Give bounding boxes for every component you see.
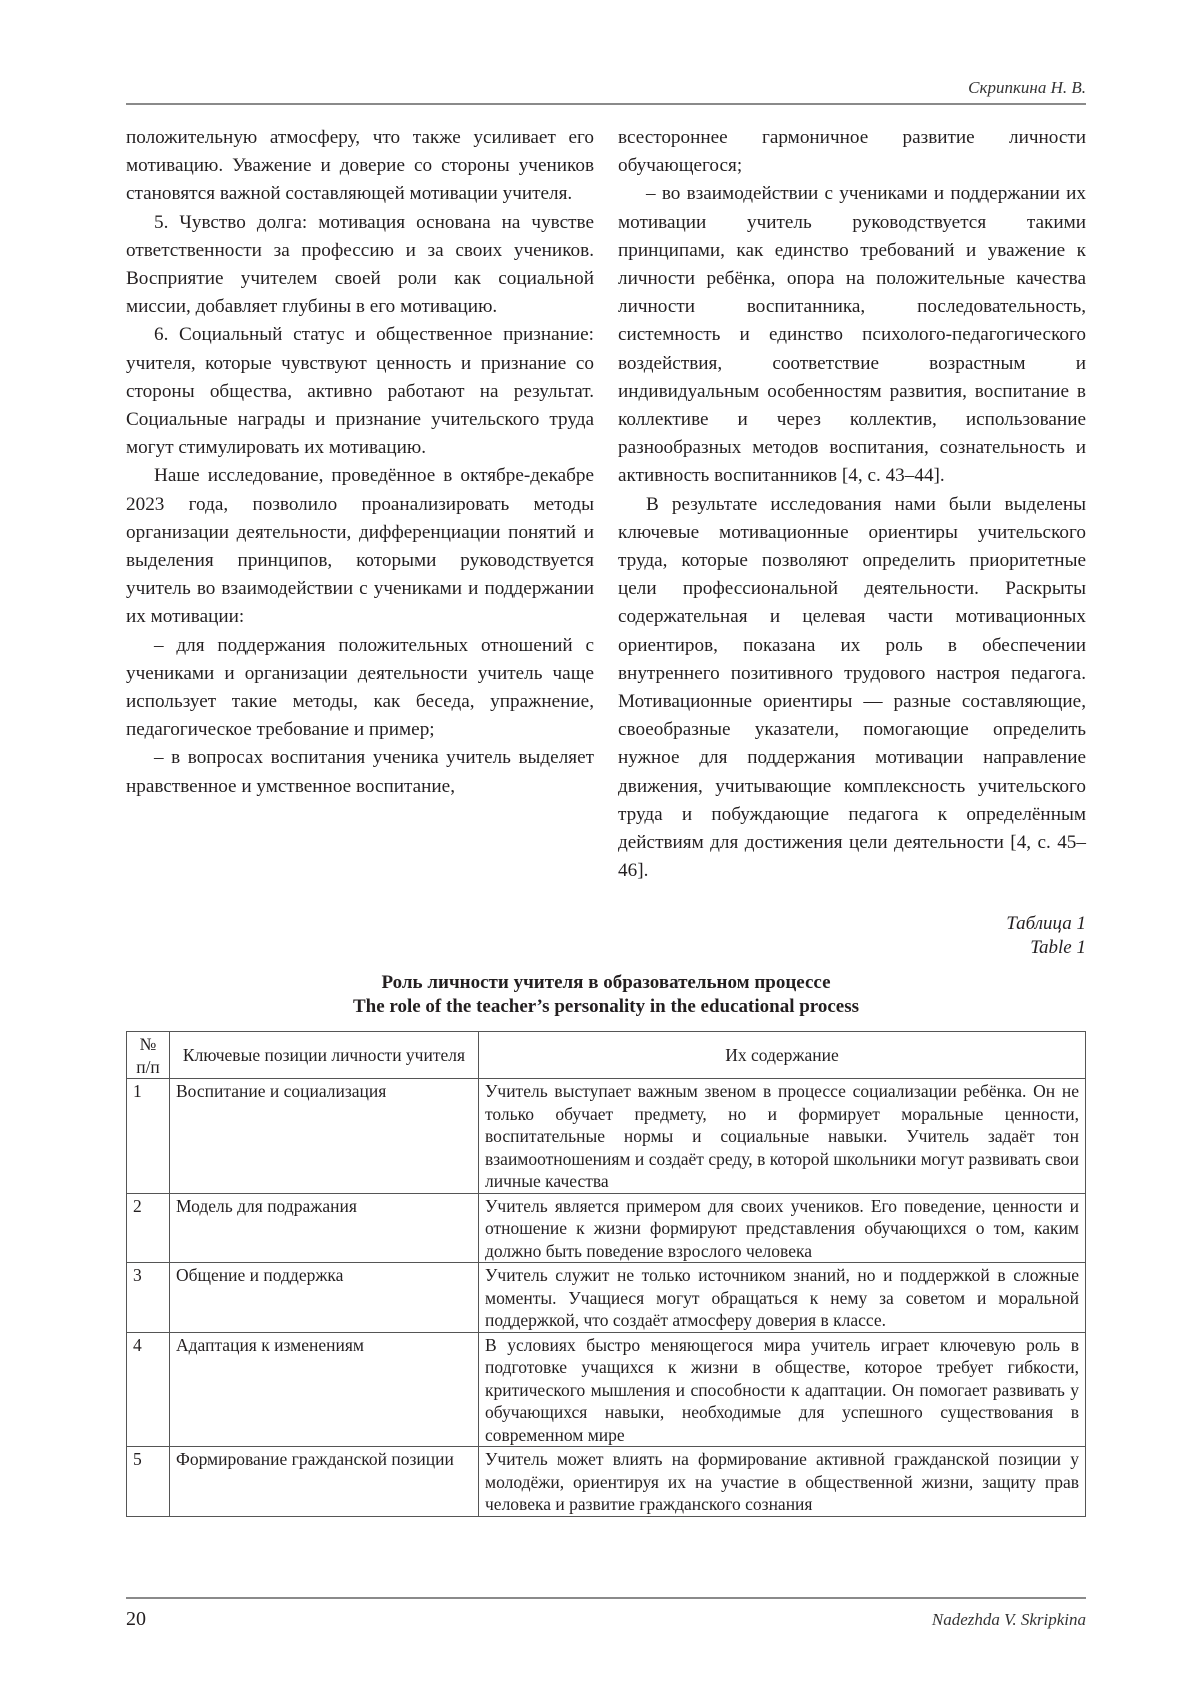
row-content: Учитель является примером для своих учеников. Его поведение, ценности и отношение к жизни формируют представления обучающихся о том, каким должно быть поведение взрослого человека [479, 1193, 1086, 1263]
header-position: Ключевые позиции личности учителя [170, 1032, 479, 1079]
table-label-ru: Таблица 1 [1006, 913, 1086, 934]
footer-author: Nadezhda V. Skripkina [931, 1610, 1086, 1629]
row-position: Общение и поддержка [170, 1263, 479, 1333]
row-num: 4 [127, 1332, 170, 1447]
row-num: 1 [127, 1079, 170, 1194]
row-content: Учитель выступает важным звеном в процессе социализации ребёнка. Он не только обучает предмету, но и формирует моральные ценности, воспитательные нормы и социальные навыки. Учитель задаёт тон взаимоотношениям и создаёт среду, в которой школьники могут развивать свои личные качества [479, 1079, 1086, 1194]
row-num: 3 [127, 1263, 170, 1333]
row-position: Модель для подражания [170, 1193, 479, 1263]
row-content: В условиях быстро меняющегося мира учитель играет ключевую роль в подготовке учащихся к жизни в обществе, которое требует гибкости, критического мышления и способности к адаптации. Он помогает развивать у обучающихся навыки, необходимые для успешного существования в современном мире [479, 1332, 1086, 1447]
paragraph: Наше исследование, проведённое в октябре-декабре 2023 года, позволило проанализировать методы организации деятельности, дифференциации понятий и выделения принципов, которыми руководствуется учитель во взаимодействии с учениками и поддержании их мотивации: [126, 465, 594, 628]
list-item: – в вопросах воспитания ученика учитель выделяет нравственное и умственное воспитание, [126, 747, 594, 797]
body-columns [126, 124, 1086, 885]
table-row [127, 1447, 1086, 1517]
row-position: Воспитание и социализация [170, 1079, 479, 1194]
paragraph: всестороннее гармоничное развитие личности обучающегося; [618, 127, 1086, 177]
paragraph: 6. Социальный статус и общественное признание: учителя, которые чувствуют ценность и признание со стороны общества, активно работают на результат. Социальные награды и признание учительского труда могут стимулировать их мотивацию. [126, 324, 594, 459]
table-row [127, 1332, 1086, 1447]
row-num: 2 [127, 1193, 170, 1263]
table-title-ru: Роль личности учителя в образовательном процессе [381, 972, 831, 993]
table-row [127, 1193, 1086, 1263]
row-content: Учитель может влиять на формирование активной гражданской позиции у молодёжи, ориентируя их на участие в общественной жизни, защиту прав человека и развитие гражданского сознания [479, 1447, 1086, 1517]
footer-rule [126, 1597, 1086, 1599]
table-header-row [127, 1032, 1086, 1079]
list-item: – во взаимодействии с учениками и поддержании их мотивации учитель руководствуется такими принципами, как единство требований и уважение к личности ребёнка, опора на положительные качества личности воспитанника, последовательность, системность и единство психолого-педагогического воздействия, соответствие возрастным и индивидуальным особенностям развития, воспитание в коллективе и через коллектив, использование разнообразных методов воспитания, сознательность и активность воспитанников [4, с. 43–44]. [618, 183, 1086, 487]
running-head: Скрипкина Н. В. [968, 78, 1086, 97]
row-content: Учитель служит не только источником знаний, но и поддержкой в сложные моменты. Учащиеся могут обращаться к нему за советом и моральной поддержкой, что создаёт атмосферу доверия в классе. [479, 1263, 1086, 1333]
table-row [127, 1263, 1086, 1333]
page-number: 20 [126, 1608, 146, 1630]
list-item: – для поддержания положительных отношений с учениками и организации деятельности учитель чаще использует такие методы, как беседа, упражнение, педагогическое требование и пример; [126, 634, 594, 741]
right-column [618, 124, 1086, 885]
row-position: Адаптация к изменениям [170, 1332, 479, 1447]
left-column [126, 124, 594, 885]
header-rule [126, 103, 1086, 105]
table-label-en: Table 1 [1030, 937, 1086, 958]
header-content: Их содержание [479, 1032, 1086, 1079]
paragraph: В результате исследования нами были выделены ключевые мотивационные ориентиры учительского труда, которые позволяют определить приоритетные цели профессиональной деятельности. Раскрыты содержательная и целевая части мотивационных ориентиров, показана их роль в обеспечении внутреннего позитивного трудового настроя педагога. Мотивационные ориентиры — разные составляющие, своеобразные указатели, помогающие определить нужное для поддержания мотивации направление движения, учитывающие комплексность учительского труда и побуждающие педагога к определённым действиям для достижения цели деятельности [4, с. 45–46]. [618, 493, 1086, 882]
paragraph: 5. Чувство долга: мотивация основана на чувстве ответственности за профессию и за своих учеников. Восприятие учителем своей роли как социальной миссии, добавляет глубины в его мотивацию. [126, 211, 594, 318]
teacher-role-table [126, 1031, 1086, 1517]
paragraph: положительную атмосферу, что также усиливает его мотивацию. Уважение и доверие со стороны учеников становятся важной составляющей мотивации учителя. [126, 127, 594, 205]
table-title-en: The role of the teacher’s personality in the educational process [352, 996, 860, 1017]
row-position: Формирование гражданской позиции [170, 1447, 479, 1517]
header-num: № п/п [127, 1032, 170, 1079]
table-row [127, 1079, 1086, 1194]
row-num: 5 [127, 1447, 170, 1517]
